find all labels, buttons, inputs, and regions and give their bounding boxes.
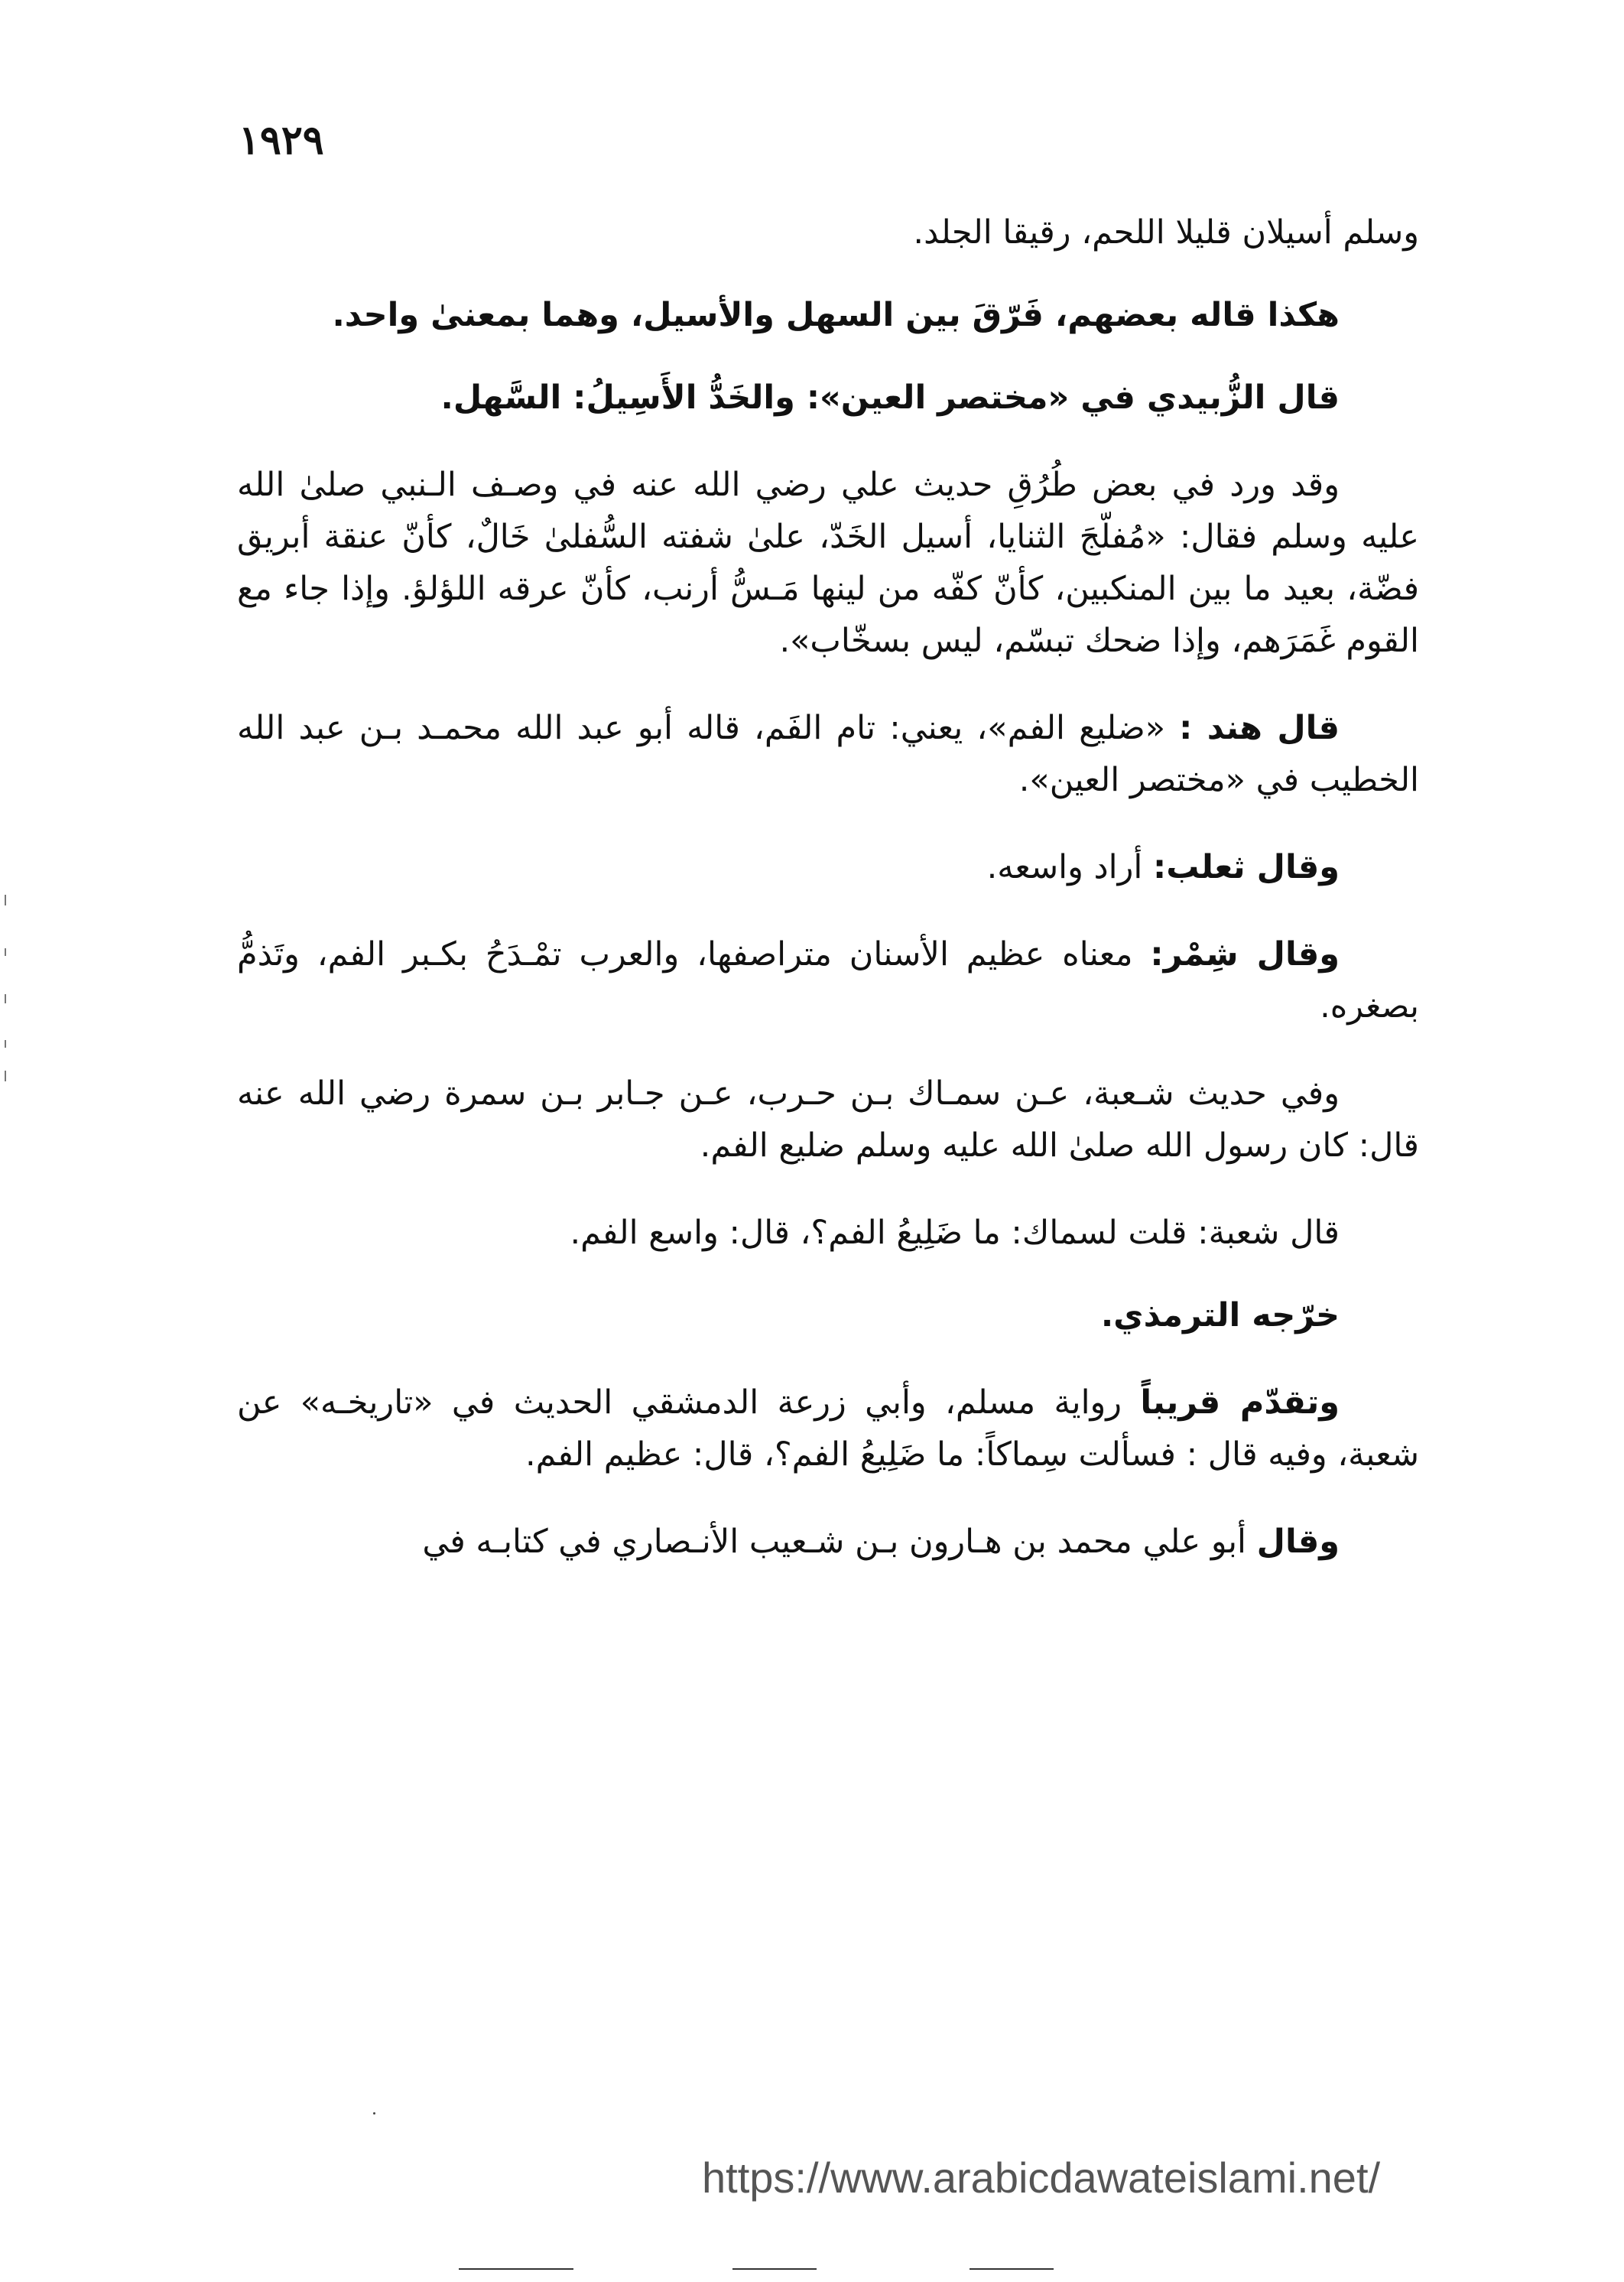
paragraph-10-lead: خرّجه الترمذي. — [1100, 1296, 1340, 1334]
paragraph-12-lead: وقال — [1256, 1523, 1340, 1561]
paragraph-6 — [237, 841, 1419, 893]
paragraph-9 — [237, 1207, 1419, 1259]
paragraph-4 — [237, 459, 1419, 667]
paragraph-5-text: «ضليع الفم»، يعني: تام الفَم، قاله أبو عبد الله محمـد بـن عبد الله الخطيب في «مختصر العين». — [237, 709, 1419, 799]
paragraph-4-text: وقد ورد في بعض طُرُقِ حديث علي رضي الله عنه في وصـف الـنبي صلىٰ الله عليه وسلم فقال: «مُفلّجَ الثنايا، أسيل الخَدّ، علىٰ شفته السُّفلىٰ خَالٌ، كأنّ عنقة أبريق فضّة، بعيد ما بين المنكبين، كأنّ كفّه من لينها مَـسُّ أرنب، كأنّ عرقه اللؤلؤ. وإذا جاء مع القوم غَمَرَهم، وإذا ضحك تبسّم، ليس بسخّاب». — [237, 466, 1419, 660]
paragraph-1-text: وسلم أسيلان قليلا اللحم، رقيقا الجلد. — [913, 213, 1419, 252]
paragraph-12-text: أبو علي محمد بن هـارون بـن شـعيب الأنـصاري في كتابـه في — [422, 1523, 1257, 1561]
paragraph-3 — [237, 372, 1419, 424]
paragraph-5-lead: قال هند : — [1179, 709, 1340, 747]
paragraph-7-text: معناه عظيم الأسنان متراصفها، والعرب تمْـدَحُ بكـبر الفم، وتَذمُّ بصغره. — [237, 935, 1419, 1026]
paragraph-9-text: قال شعبة: قلت لسماك: ما ضَلِيعُ الفم؟، قال: واسع الفم. — [570, 1214, 1340, 1252]
margin-mark-5 — [5, 1071, 6, 1081]
page-number: ١٩٢٩ — [239, 117, 324, 164]
scan-speck — [373, 2112, 375, 2115]
paragraph-11-text: رواية مسلم، وأبي زرعة الدمشقي الحديث في «تاريخـه» عن شعبة، وفيه قال : فسألت سِماكاً: ما ضَلِيعُ الفم؟، قال: عظيم الفم. — [237, 1383, 1419, 1474]
paragraph-7-lead: وقال شِمْر: — [1150, 935, 1340, 974]
paragraph-6-lead: وقال ثعلب: — [1153, 848, 1340, 886]
footer-rule-right — [970, 2268, 1054, 2270]
source-url: https://www.arabicdawateislami.net/ — [702, 2154, 1381, 2202]
paragraph-2-lead: هكذا قاله بعضهم، فَرّقَ بين السهل والأسيل، وهما بمعنىٰ واحد. — [332, 296, 1340, 334]
body-text — [237, 206, 1419, 1603]
paragraph-12 — [237, 1516, 1419, 1568]
margin-mark-1 — [5, 895, 6, 905]
footer-rule-middle — [732, 2268, 817, 2270]
paragraph-10 — [237, 1289, 1419, 1341]
footer-rule-left — [459, 2268, 573, 2270]
margin-mark-3 — [5, 994, 6, 1003]
margin-mark-2 — [5, 948, 6, 956]
paragraph-8 — [237, 1068, 1419, 1172]
paragraph-11 — [237, 1377, 1419, 1481]
paragraph-11-lead: وتقدّم قريباً — [1140, 1383, 1340, 1422]
paragraph-1 — [237, 206, 1419, 258]
paragraph-5 — [237, 702, 1419, 806]
margin-mark-4 — [5, 1040, 6, 1048]
paragraph-7 — [237, 928, 1419, 1032]
paragraph-3-lead: قال الزُّبيدي في «مختصر العين»: والخَدُّ الأَسِيلُ: السَّهل. — [440, 379, 1340, 417]
paragraph-6-text: أراد واسعه. — [986, 848, 1153, 886]
paragraph-2 — [237, 289, 1419, 341]
paragraph-8-text: وفي حديث شـعبة، عـن سمـاك بـن حـرب، عـن جـابر بـن سمرة رضي الله عنه قال: كان رسول الله صلىٰ الله عليه وسلم ضليع الفم. — [237, 1074, 1419, 1165]
